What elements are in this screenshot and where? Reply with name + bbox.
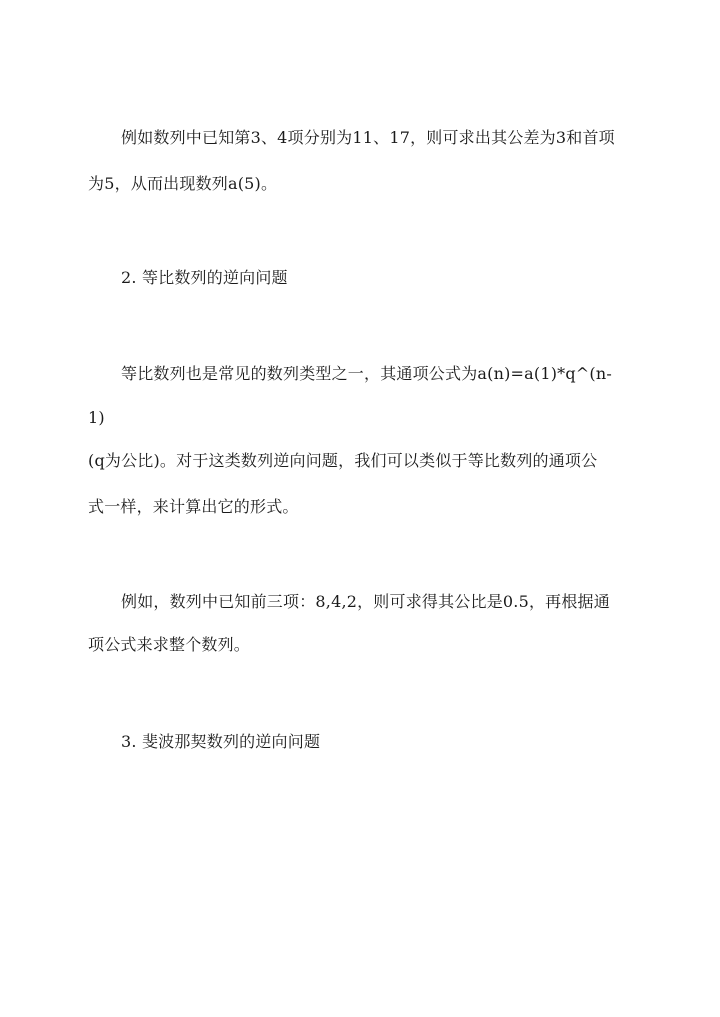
- paragraph-3-line-1: 等比数列也是常见的数列类型之一，其通项公式为a(n)=a(1)*q^(n-: [121, 364, 612, 383]
- paragraph-1-line-1: 例如数列中已知第3、4项分别为11、17，则可求出其公差为3和首项: [121, 128, 615, 147]
- paragraph-4-line-2: 项公式来求整个数列。: [88, 635, 251, 654]
- section-heading-fibonacci: 3. 斐波那契数列的逆向问题: [121, 732, 321, 751]
- section-heading-geometric: 2. 等比数列的逆向问题: [121, 268, 288, 287]
- paragraph-1-line-2: 为5，从而出现数列a(5)。: [88, 174, 278, 193]
- paragraph-3-line-2: 1): [88, 408, 105, 427]
- paragraph-3-line-3: (q为公比)。对于这类数列逆向问题，我们可以类似于等比数列的通项公: [88, 451, 598, 470]
- paragraph-3-line-4: 式一样，来计算出它的形式。: [88, 497, 299, 516]
- paragraph-4-line-1: 例如，数列中已知前三项：8,4,2，则可求得其公比是0.5，再根据通: [121, 592, 610, 611]
